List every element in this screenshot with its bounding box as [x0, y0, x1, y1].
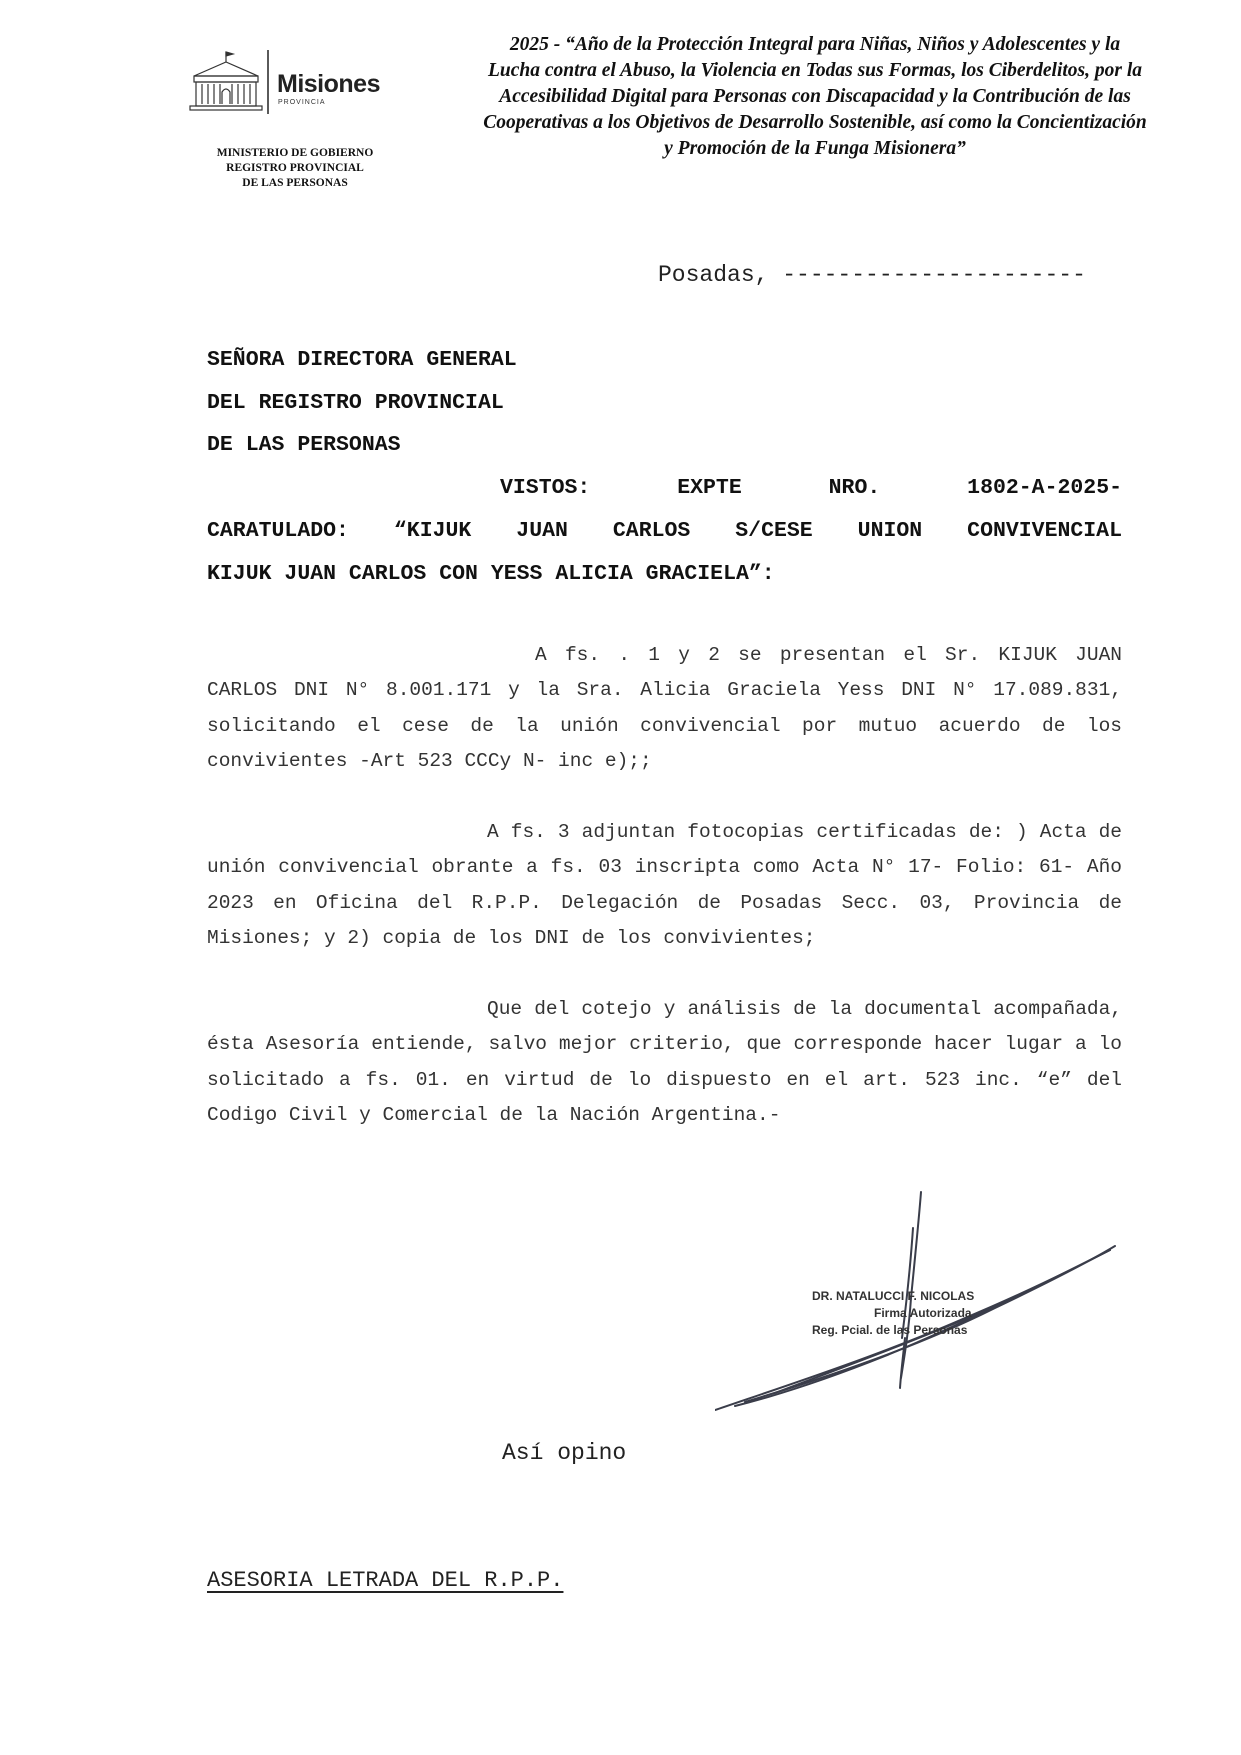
ministry-line: DE LAS PERSONAS [242, 177, 348, 189]
addressee-line: DE LAS PERSONAS [207, 433, 401, 457]
vistos-line: VISTOS: EXPTE NRO. 1802-A-2025- [500, 476, 1122, 500]
ministry-line: REGISTRO PROVINCIAL [226, 162, 364, 174]
logo-subtext: PROVINCIA [278, 99, 326, 106]
stamp-line: DR. NATALUCCI F. NICOLAS [812, 1289, 975, 1303]
paragraph-text: A fs. . 1 y 2 se presentan el Sr. KIJUK JUAN CARLOS DNI N° 8.001.171 y la Sra. Alicia Graciela Yess DNI N° 17.089.831, solicitando el cese de la unión convivencial por mutuo acuerdo de los convivientes -Art 523 CCCy N- inc e);; [207, 644, 1122, 772]
paragraph-text: Que del cotejo y análisis de la documental acompañada, ésta Asesoría entiende, salvo mejor criterio, que corresponde hacer lugar a lo solicitado a fs. 01. en virtud de lo dispuesto en el art. 523 inc. “e” del Codigo Civil y Comercial de la Nación Argentina.- [207, 998, 1122, 1126]
body-paragraph [207, 638, 1122, 779]
caratulado-line: CARATULADO: “KIJUK JUAN CARLOS S/CESE UNION CONVIVENCIAL [207, 519, 1122, 543]
ministry-line: MINISTERIO DE GOBIERNO [216, 147, 374, 159]
body-paragraph [207, 815, 1122, 956]
motto-line: Lucha contra el Abuso, la Violencia en Todas sus Formas, los Ciberdelitos, por la [487, 60, 1143, 81]
office-signature-line: ASESORIA LETRADA DEL R.P.P. [207, 1568, 564, 1593]
place-date-line: Posadas, ---------------------- [658, 262, 1086, 288]
year-motto [455, 32, 1175, 162]
addressee-line: DEL REGISTRO PROVINCIAL [207, 391, 504, 415]
misiones-logo [188, 48, 398, 116]
motto-line: Accesibilidad Digital para Personas con Discapacidad y la Contribución de las [499, 86, 1131, 107]
signature-stamp [812, 1288, 974, 1339]
closing-text: Así opino [502, 1440, 627, 1466]
motto-line: y Promoción de la Funga Misionera” [664, 138, 966, 159]
ministry-heading [195, 146, 395, 191]
government-building-icon [188, 48, 272, 116]
stamp-line: Reg. Pcial. de las Personas [812, 1323, 968, 1337]
addressee-line: SEÑORA DIRECTORA GENERAL [207, 348, 517, 372]
motto-line: Cooperativas a los Objetivos de Desarrollo Sostenible, así como la Concientización [483, 112, 1147, 133]
stamp-line: Firma Autorizada [874, 1306, 972, 1320]
motto-line: 2025 - “Año de la Protección Integral para Niñas, Niños y Adolescentes y la [509, 34, 1121, 55]
caratulado-line: KIJUK JUAN CARLOS CON YESS ALICIA GRACIELA”: [207, 562, 775, 586]
paragraph-text: A fs. 3 adjuntan fotocopias certificadas de: ) Acta de unión convivencial obrante a fs. 03 inscripta como Acta N° 17- Folio: 61- Año 2023 en Oficina del R.P.P. Delegación de Posadas Secc. 03, Provincia de Misiones; y 2) copia de los DNI de los convivientes; [207, 821, 1122, 949]
body-paragraph [207, 992, 1122, 1133]
logo-wordmark: Misiones [277, 70, 380, 98]
